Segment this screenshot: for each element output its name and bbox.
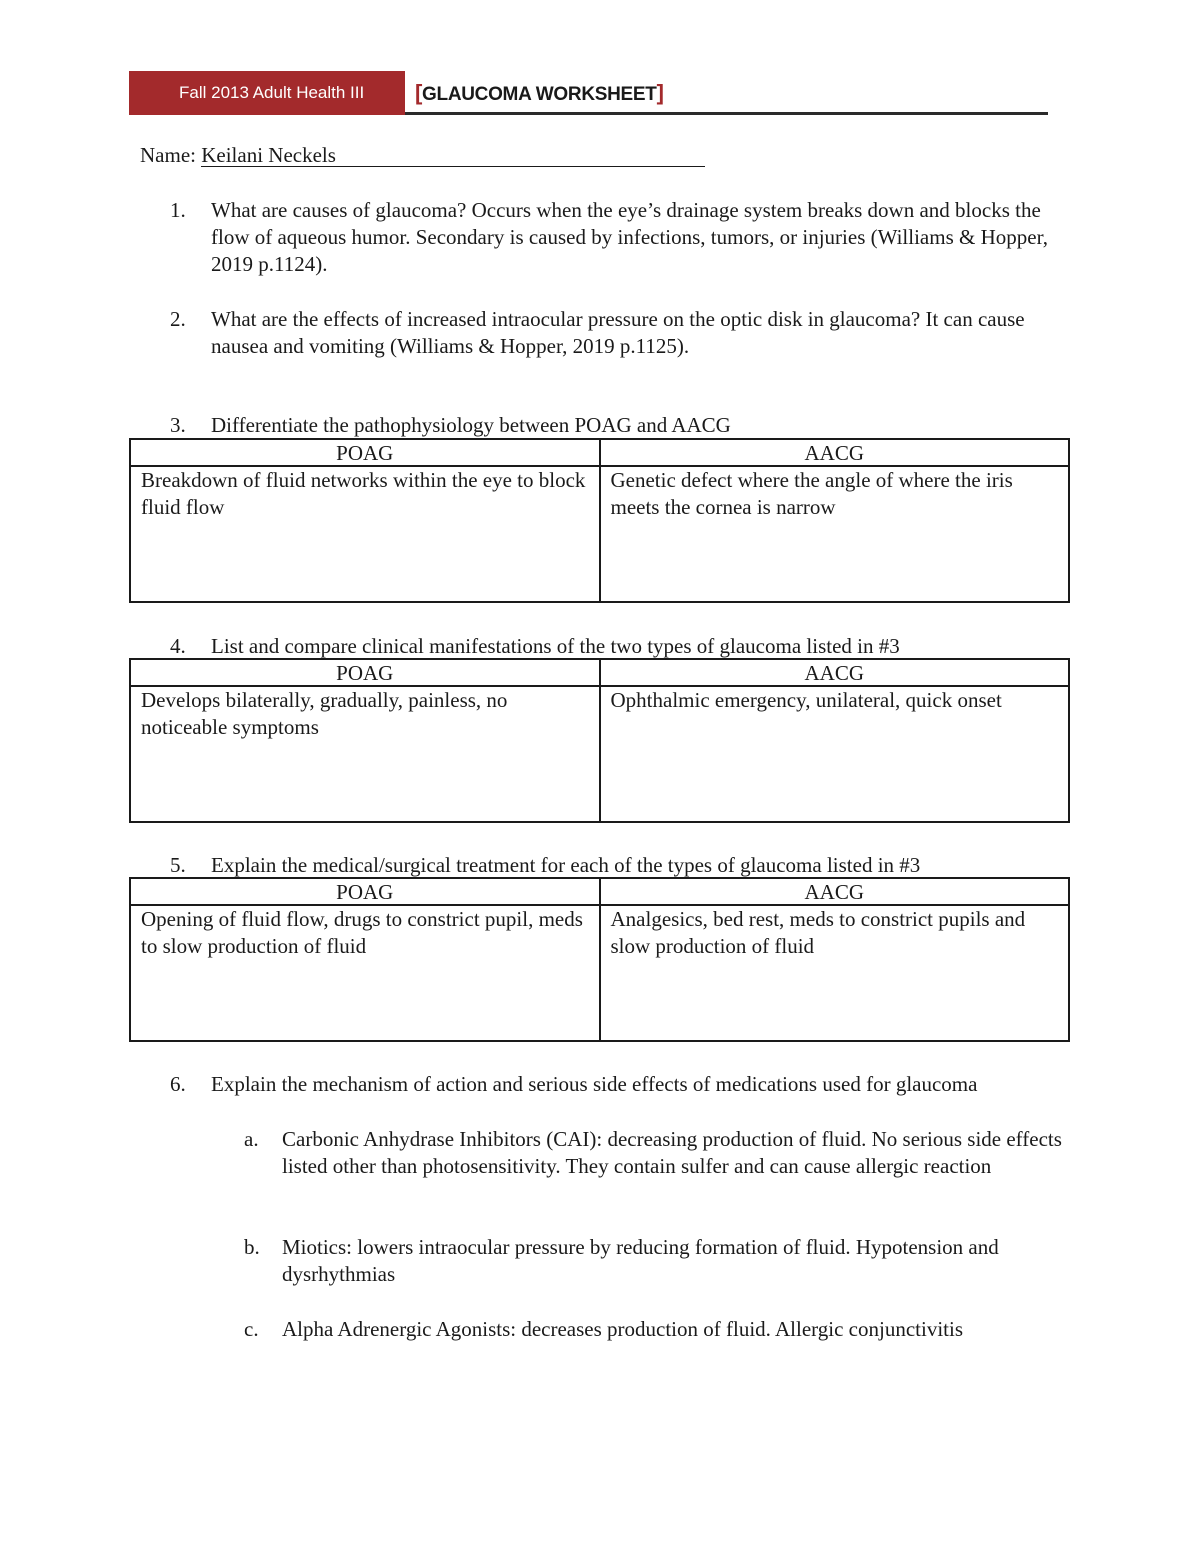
question-number: 3. [170,413,186,437]
question-number: 6. [170,1072,186,1096]
course-label: Fall 2013 Adult Health III [179,83,365,102]
worksheet-title [415,80,664,110]
list-item-letter: c. [244,1317,259,1341]
cell-aacg: Analgesics, bed rest, meds to constrict pupils and slow production of fluid [600,905,1070,1041]
list-item [244,1234,1064,1288]
question-text: Differentiate the pathophysiology between POAG and AACG [211,413,731,437]
question-number: 4. [170,634,186,658]
question-text: What are the effects of increased intraocular pressure on the optic disk in glaucoma? It can cause nausea and vomiting (Williams & Hopper, 2019 p.1125). [211,307,1025,358]
question-text: Explain the mechanism of action and serious side effects of medications used for glaucoma [211,1072,978,1096]
pathophysiology-table [129,438,1070,603]
cell-poag: Opening of fluid flow, drugs to constrict pupil, meds to slow production of fluid [130,905,600,1041]
treatment-table [129,877,1070,1042]
question-number: 2. [170,307,186,331]
cell-poag: Develops bilaterally, gradually, painless, no noticeable symptoms [130,686,600,822]
column-header-aacg: AACG [600,878,1070,905]
table-row [130,905,1069,1041]
cell-aacg: Ophthalmic emergency, unilateral, quick onset [600,686,1070,822]
cell-aacg: Genetic defect where the angle of where the iris meets the cornea is narrow [600,466,1070,602]
question-number: 5. [170,853,186,877]
column-header-aacg: AACG [600,439,1070,466]
list-item-text: Carbonic Anhydrase Inhibitors (CAI): decreasing production of fluid. No serious side effects listed other than photosensitivity. They contain sulfer and can cause allergic reaction [282,1127,1062,1178]
cell-poag: Breakdown of fluid networks within the eye to block fluid flow [130,466,600,602]
manifestations-table [129,658,1070,823]
table-row [130,686,1069,822]
list-item-text: Alpha Adrenergic Agonists: decreases production of fluid. Allergic conjunctivitis [282,1317,964,1341]
question-3 [170,412,1060,439]
column-header-aacg: AACG [600,659,1070,686]
table-row [130,466,1069,602]
name-label: Name: [140,143,202,167]
table-header-row [130,878,1069,905]
list-item [244,1126,1064,1180]
question-text: What are causes of glaucoma? Occurs when the eye’s drainage system breaks down and blocks the flow of aqueous humor. Secondary is caused by infections, tumors, or injuries (Williams & Hopper, 2019 p.1124). [211,198,1048,276]
header-divider [405,112,1048,115]
question-4 [170,633,1060,660]
question-2 [170,306,1060,360]
table-header-row [130,659,1069,686]
question-5 [170,852,1060,879]
column-header-poag: POAG [130,439,600,466]
name-line [140,143,705,168]
column-header-poag: POAG [130,878,600,905]
question-number: 1. [170,198,186,222]
question-text: List and compare clinical manifestations of the two types of glaucoma listed in #3 [211,634,900,658]
table-header-row [130,439,1069,466]
name-value: Keilani Neckels [201,144,705,167]
title-text: GLAUCOMA WORKSHEET [422,84,657,105]
title-close-bracket: ] [656,80,664,105]
question-text: Explain the medical/surgical treatment for each of the types of glaucoma listed in #3 [211,853,921,877]
list-item-text: Miotics: lowers intraocular pressure by reducing formation of fluid. Hypotension and dysrhythmias [282,1235,999,1286]
course-banner [129,71,405,115]
question-1 [170,197,1060,278]
list-item-letter: a. [244,1127,259,1151]
list-item [244,1316,1064,1343]
list-item-letter: b. [244,1235,260,1259]
column-header-poag: POAG [130,659,600,686]
title-open-bracket: [ [415,80,423,105]
question-6 [170,1071,1000,1098]
